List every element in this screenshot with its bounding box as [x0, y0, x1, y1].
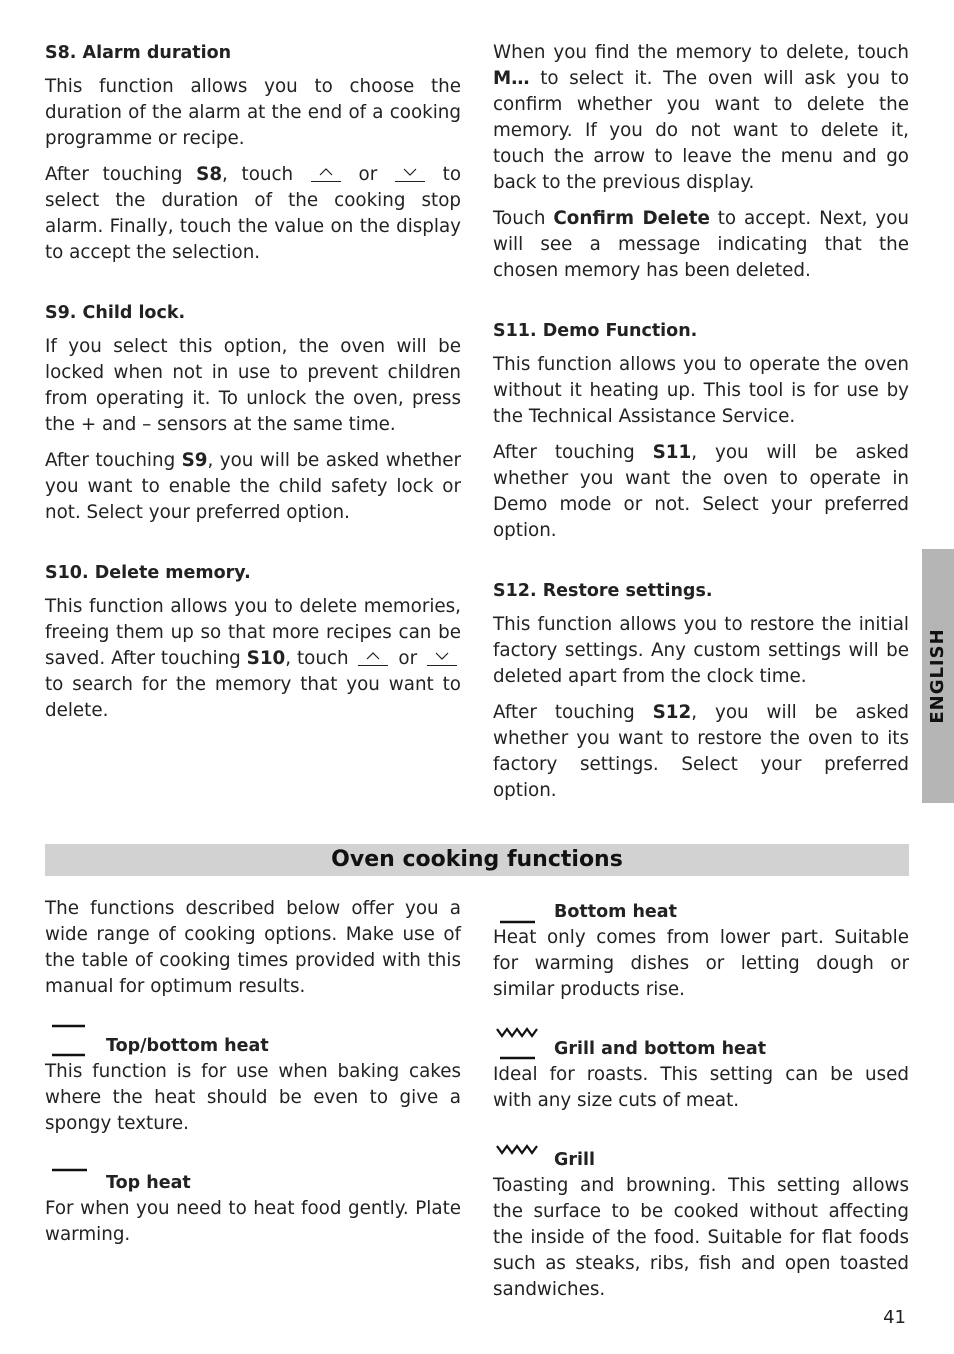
s11-heading: S11. Demo Function.: [493, 321, 698, 341]
bottom-heat-title: Bottom heat: [554, 902, 677, 922]
functions-intro: [45, 896, 461, 1010]
language-tab: [922, 549, 954, 803]
function-bottom-heat: [493, 899, 909, 1013]
s9-instructions: After touching S9, you will be asked whether you want to enable the child safety lock or not. Select your preferred option.: [45, 450, 461, 523]
grill-icon: [493, 1134, 541, 1158]
s8-description: This function allows you to choose the duration of the alarm at the end of a cooking programme or recipe.: [45, 76, 461, 149]
s10-description: This function allows you to delete memories, freeing them up so that more recipes can be saved. After touching S10, touch or to search for the memory that you want to delete.: [45, 596, 461, 721]
page-number: 41: [883, 1307, 906, 1328]
right-column: [493, 40, 909, 814]
section-title: Oven cooking functions: [331, 847, 623, 872]
top-bottom-heat-text: This function is for use when baking cakes where the heat should be even to give a spongy texture.: [45, 1061, 461, 1134]
up-arrow-icon: [358, 648, 388, 666]
s12-description: This function allows you to restore the initial factory settings. Any custom settings will be deleted apart from the clock time.: [493, 614, 909, 687]
top-bottom-heat-icon: [45, 1020, 85, 1058]
top-bottom-heat-title: Top/bottom heat: [106, 1036, 269, 1056]
top-heat-text: For when you need to heat food gently. Plate warming.: [45, 1198, 461, 1245]
s9-description: If you select this option, the oven will be locked when not in use to prevent children from operating it. To unlock the oven, press the + and – sensors at the same time.: [45, 336, 461, 435]
down-arrow-icon: [427, 648, 457, 666]
s9-heading: S9. Child lock.: [45, 303, 186, 323]
s12-instructions: After touching S12, you will be asked whether you want to restore the oven to its factory settings. Select your preferred option.: [493, 702, 909, 801]
left-column: [45, 40, 461, 734]
grill-bottom-heat-icon: [493, 1023, 541, 1063]
s11-instructions: After touching S11, you will be asked whether you want the oven to operate in Demo mode or not. Select your preferred option.: [493, 442, 909, 541]
s11-description: This function allows you to operate the oven without it heating up. This tool is for use by the Technical Assistance Service.: [493, 354, 909, 427]
function-top-heat: [45, 1157, 461, 1258]
grill-bottom-heat-text: Ideal for roasts. This setting can be used with any size cuts of meat.: [493, 1064, 909, 1111]
s10-heading: S10. Delete memory.: [45, 563, 251, 583]
bottom-heat-icon: [493, 899, 537, 925]
function-grill-bottom-heat: [493, 1023, 909, 1124]
function-top-bottom-heat: [45, 1020, 461, 1147]
s12-heading: S12. Restore settings.: [493, 581, 713, 601]
grill-title: Grill: [554, 1150, 595, 1170]
section-title-bar: [45, 844, 909, 876]
grill-text: Toasting and browning. This setting allows the surface to be cooked without affecting the inside of the food. Suitable for flat foods such as steaks, ribs, fish and open toasted sandwiches.: [493, 1175, 909, 1300]
s8-heading: S8. Alarm duration: [45, 43, 232, 63]
functions-intro-text: The functions described below offer you a wide range of cooking options. Make use of the table of cooking times provided with this manual for optimum results.: [45, 898, 461, 997]
top-heat-title: Top heat: [106, 1173, 191, 1193]
delete-memory-continued: When you find the memory to delete, touch M… to select it. The oven will ask you to confirm whether you want to delete the memory. If you do not want to delete it, touch the arrow to leave the menu and go back to the previous display.: [493, 42, 909, 193]
top-heat-icon: [45, 1157, 89, 1177]
function-grill: [493, 1134, 909, 1313]
bottom-heat-text: Heat only comes from lower part. Suitable for warming dishes or letting dough or similar products rise.: [493, 927, 909, 1000]
language-tab-label: ENGLISH: [927, 628, 948, 724]
s8-instructions: After touching S8, touch or to select the duration of the cooking stop alarm. Finally, touch the value on the display to accept the selection.: [45, 164, 462, 263]
confirm-delete-text: Touch Confirm Delete to accept. Next, you will see a message indicating that the chosen memory has been deleted.: [493, 208, 909, 281]
up-arrow-icon: [311, 164, 341, 182]
down-arrow-icon: [395, 164, 425, 182]
grill-bottom-heat-title: Grill and bottom heat: [554, 1039, 767, 1059]
